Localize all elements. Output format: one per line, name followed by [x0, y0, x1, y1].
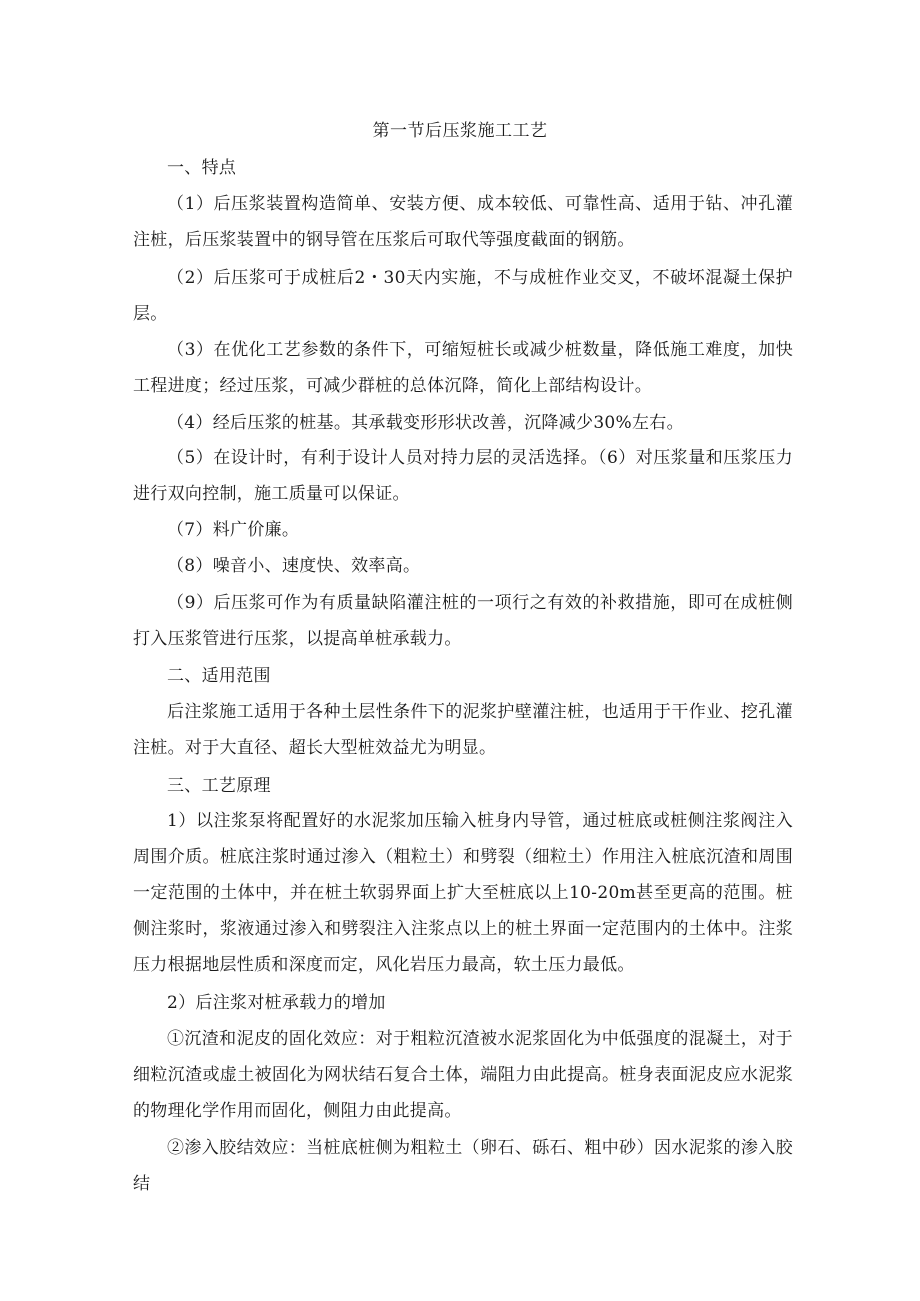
section-heading-principle: 三、工艺原理 — [167, 776, 271, 796]
feature-item-3: （3）在优化工艺参数的条件下，可缩短桩长或减少桩数量，降低施工难度，加快工程进度；经过压浆，可减少群桩的总体沉降，简化上部结构设计。 — [133, 340, 793, 396]
feature-item-7: （7）料广价廉。 — [167, 520, 300, 540]
feature-item-5-6: （5）在设计时，有利于设计人员对持力层的灵活选择。（6）对压浆量和压浆压力进行双向控制，施工质量可以保证。 — [133, 448, 793, 504]
page-title: 第一节后压浆施工工艺 — [372, 121, 548, 141]
feature-item-8: （8）噪音小、速度快、效率高。 — [167, 556, 421, 576]
feature-item-4: （4）经后压浆的桩基。其承载变形形状改善，沉降减少30%左右。 — [167, 413, 684, 433]
scope-paragraph: 后注浆施工适用于各种土层性条件下的泥浆护壁灌注桩，也适用于干作业、挖孔灌注桩。对于大直径、超长大型桩效益尤为明显。 — [133, 702, 793, 758]
principle-paragraph-4: ②渗入胶结效应：当桩底桩侧为粗粒土（卵石、砾石、粗中砂）因水泥浆的渗入胶结 — [133, 1138, 793, 1194]
feature-item-1: （1）后压浆装置构造简单、安装方便、成本较低、可靠性高、适用于钻、冲孔灌注桩，后压浆装置中的钢导管在压浆后可取代等强度截面的钢筋。 — [133, 194, 793, 250]
feature-item-9: （9）后压浆可作为有质量缺陷灌注桩的一项行之有效的补救措施，即可在成桩侧打入压浆管进行压浆，以提高单桩承载力。 — [133, 593, 793, 649]
principle-paragraph-1: 1）以注浆泵将配置好的水泥浆加压输入桩身内导管，通过桩底或桩侧注浆阀注入周围介质。桩底注浆时通过渗入（粗粒土）和劈裂（细粒土）作用注入桩底沉渣和周围一定范围的土体中，并在桩土软弱界面上扩大至桩底以上10-20m甚至更高的范围。桩侧注浆时，浆液通过渗入和劈裂注入注浆点以上的桩土界面一定范围内的土体中。注浆压力根据地层性质和深度而定，风化岩压力最高，软土压力最低。 — [133, 811, 793, 975]
feature-item-2: （2）后压浆可于成桩后2・30天内实施，不与成桩作业交叉，不破坏混凝土保护层。 — [133, 268, 793, 324]
section-heading-scope: 二、适用范围 — [167, 666, 271, 686]
principle-paragraph-2: 2）后注浆对桩承载力的增加 — [167, 993, 386, 1013]
section-heading-features: 一、特点 — [167, 158, 237, 178]
principle-paragraph-3: ①沉渣和泥皮的固化效应：对于粗粒沉渣被水泥浆固化为中低强度的混凝土，对于细粒沉渣或虚土被固化为网状结石复合土体，端阻力由此提高。桩身表面泥皮应水泥浆的物理化学作用而固化，侧阻力由此提高。 — [133, 1029, 793, 1121]
